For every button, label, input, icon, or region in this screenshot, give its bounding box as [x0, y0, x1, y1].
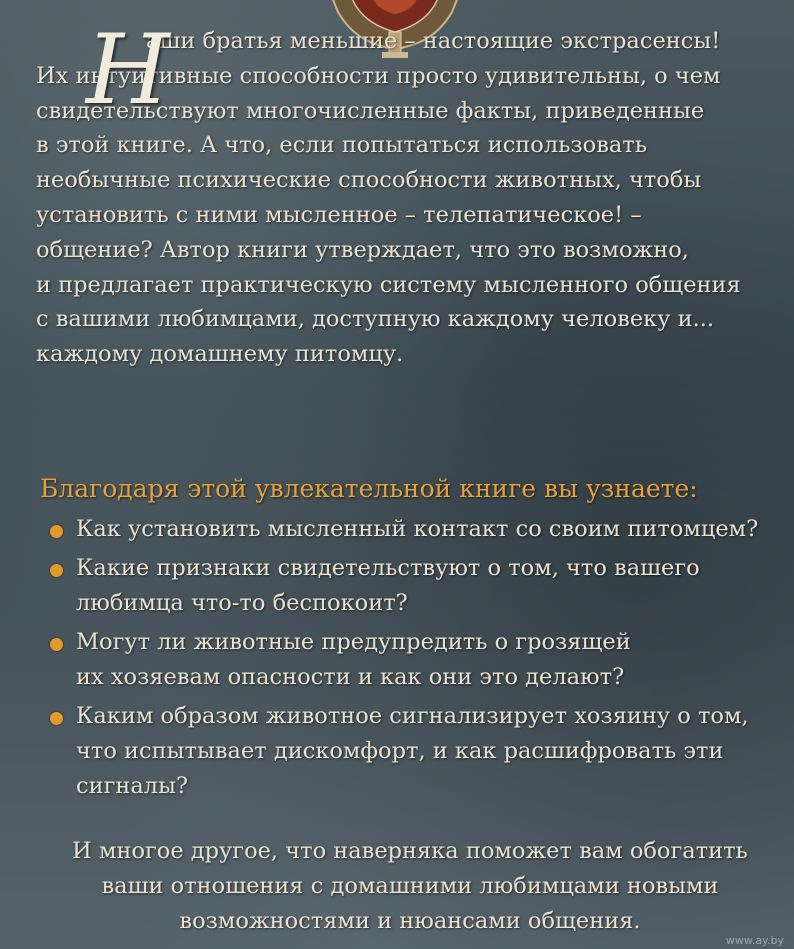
bullet-line: Могут ли животные предупредить о грозящей [76, 629, 631, 655]
drop-cap-letter: Н [86, 14, 170, 126]
intro-line: общение? Автор книги утверждает, что это возможно, [36, 236, 689, 263]
intro-line: необычные психические способности животных, чтобы [36, 167, 702, 194]
bullet-line: сигналы? [76, 773, 189, 799]
intro-line: каждому домашнему питомцу. [36, 341, 404, 368]
bullet-item [46, 512, 786, 547]
intro-line: установить с ними мысленное – телепатическое! – [36, 201, 642, 228]
watermark: www.ay.by [725, 934, 784, 947]
bullet-dot-icon [50, 525, 63, 538]
bullet-dot-icon [50, 712, 63, 725]
bullet-dot-icon [50, 638, 63, 651]
intro-line: Их интуитивные способности просто удивительны, о чем [36, 62, 721, 89]
intro-line: в этой книге. А что, если попытаться использовать [36, 132, 647, 159]
intro-line: свидетельствуют многочисленные факты, приведенные [36, 97, 705, 124]
intro-line: и предлагает практическую систему мысленного общения [36, 271, 741, 298]
bullet-line: Какие признаки свидетельствуют о том, что вашего [76, 555, 700, 581]
bullet-line: Как установить мысленный контакт со своим питомцем? [76, 516, 759, 542]
bullet-line: любимца что-то беспокоит? [76, 590, 408, 616]
bullet-list [46, 512, 786, 808]
closing-paragraph [40, 834, 780, 939]
section-heading: Благодаря этой увлекательной книге вы узнаете: [40, 474, 698, 503]
intro-paragraph [36, 14, 776, 372]
bullet-line: их хозяевам опасности и как они это делают? [76, 664, 625, 690]
bullet-item [46, 699, 786, 804]
bullet-item [46, 551, 786, 621]
bullet-dot-icon [50, 564, 63, 577]
closing-line: ваши отношения с домашними любимцами новыми [101, 873, 719, 899]
bullet-line: что испытывает дискомфорт, и как расшифровать эти [76, 738, 724, 764]
intro-line: аши братья меньшие – настоящие экстрасенсы! [146, 28, 721, 54]
intro-line: с вашими любимцами, доступную каждому человеку и... [36, 306, 715, 333]
closing-line: И многое другое, что наверняка поможет вам обогатить [72, 838, 748, 864]
bullet-line: Каким образом животное сигнализирует хозяину о том, [76, 703, 749, 729]
bullet-item [46, 625, 786, 695]
closing-line: возможностями и нюансами общения. [179, 908, 641, 934]
